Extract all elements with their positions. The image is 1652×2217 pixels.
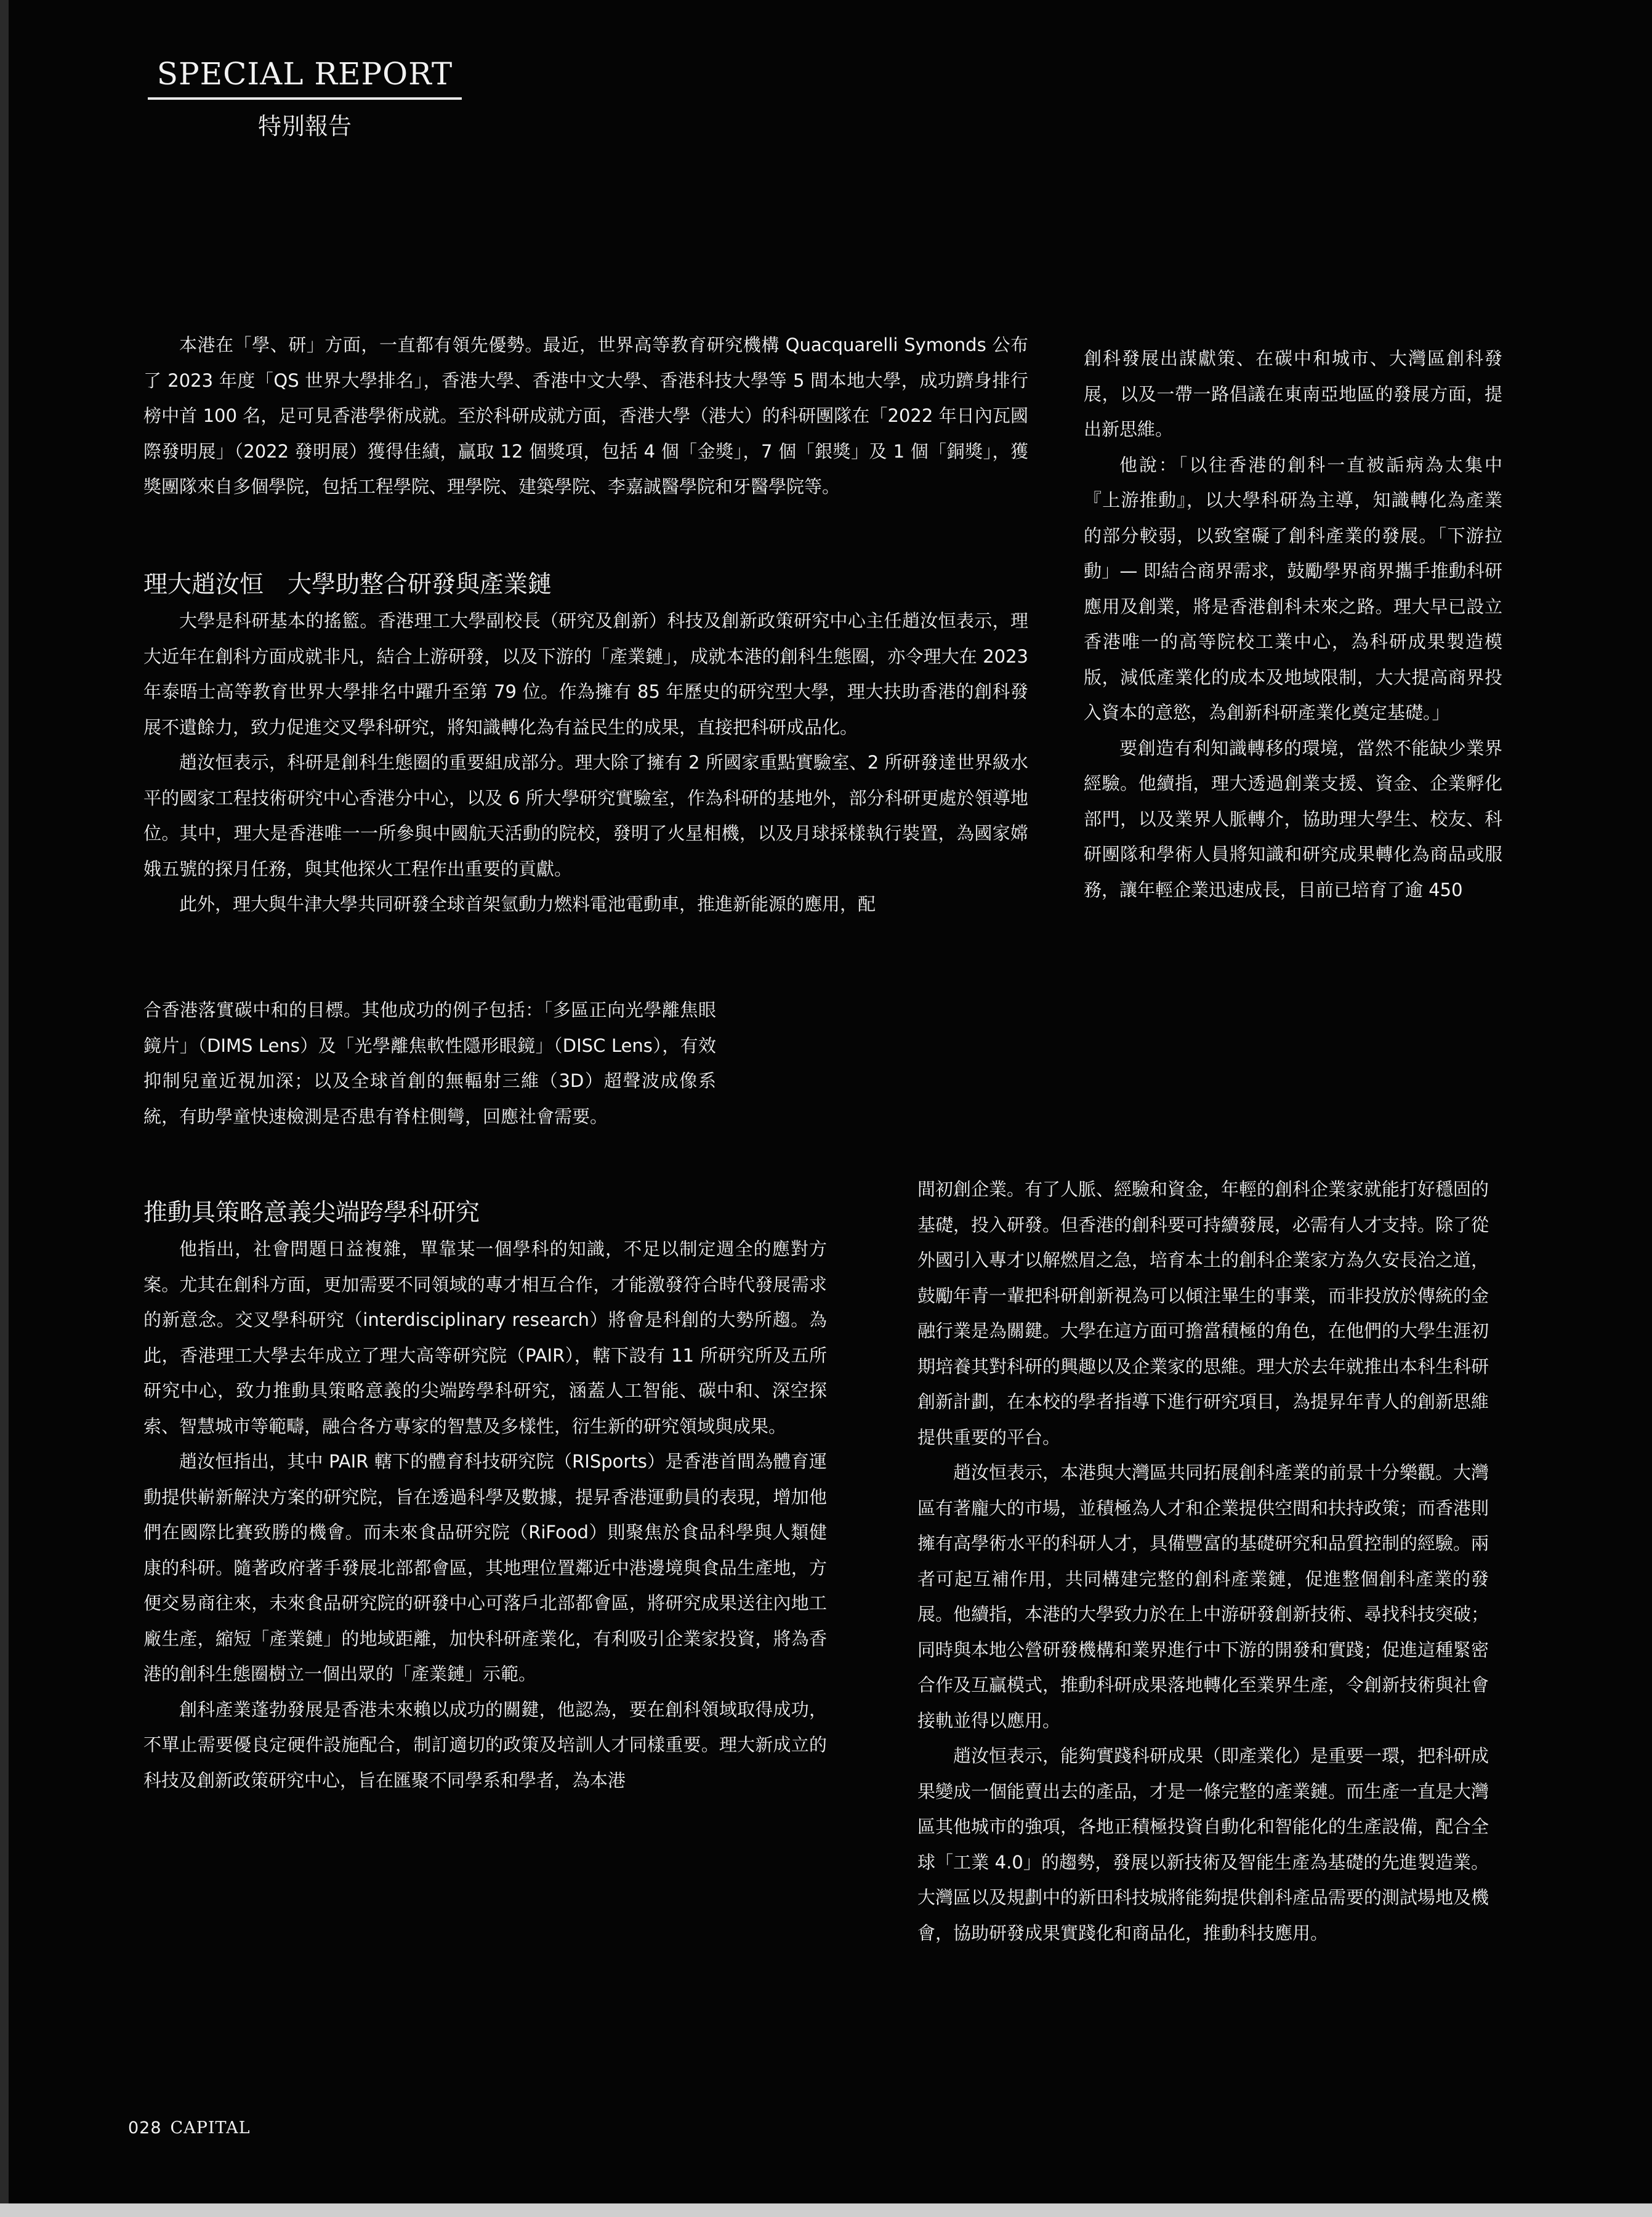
section-2-paragraph-2: 趙汝恒指出，其中 PAIR 轄下的體育科技研究院（RISports）是香港首間為體育運動提供嶄新解決方案的研究院，旨在透過科學及數據，提昇香港運動員的表現，增加他們在國際比賽致勝的機會。而未來食品研究院（RiFood）則聚焦於食品科學與人類健康的科研。隨著政府著手發展北部都會區，其地理位置鄰近中港邊境與食品生產地，方便交易商往來，未來食品研究院的研發中心可落戶北部都會區，將研究成果送往內地工廠生產，縮短「產業鏈」的地域距離，加快科研產業化，有利吸引企業家投資，將為香港的創科生態圈樹立一個出眾的「產業鏈」示範。 — [143, 1451, 827, 1684]
right-column-paragraph-1: 創科發展出謀獻策、在碳中和城市、大灣區創科發展，以及一帶一路倡議在東南亞地區的發展方面，提出新思維。 — [1084, 348, 1502, 440]
section-1-paragraph-1: 大學是科研基本的搖籃。香港理工大學副校長（研究及創新）科技及創新政策研究中心主任趙汝恒表示，理大近年在創科方面成就非凡，結合上游研發，以及下游的「產業鏈」，成就本港的創科生態圈，亦令理大在 2023 年泰晤士高等教育世界大學排名中躍升至第 79 位。作為擁有 85 年歷史的研究型大學，理大扶助香港的創科發展不遺餘力，致力促進交叉學科研究，將知識轉化為有益民生的成果，直接把科研成品化。 — [143, 610, 1028, 738]
section-1 — [143, 567, 1028, 923]
section-2-heading: 推動具策略意義尖端跨學科研究 — [143, 1199, 480, 1227]
section-header — [148, 57, 462, 141]
section-2-paragraph-1: 他指出，社會問題日益複雜，單靠某一個學科的知識，不足以制定週全的應對方案。尤其在創科方面，更加需要不同領域的專才相互合作，才能激發符合時代發展需求的新意念。交叉學科研究（interdisciplinary research）將會是科創的大勢所趨。為此，香港理工大學去年成立了理大高等研究院（PAIR），轄下設有 11 所研究所及五所研究中心，致力推動具策略意義的尖端跨學科研究，涵蓋人工智能、碳中和、深空探索、智慧城市等範疇，融合各方專家的智慧及多樣性，衍生新的研究領域與成果。 — [143, 1238, 827, 1437]
section-1-paragraph-3: 此外，理大與牛津大學共同研發全球首架氫動力燃料電池電動車，推進新能源的應用，配 — [179, 894, 876, 915]
section-title-zh: 特別報告 — [257, 112, 352, 140]
section-2 — [143, 1195, 827, 1798]
intro-block — [143, 328, 1028, 505]
right-column — [1084, 341, 1502, 908]
lower-right-paragraph-3: 趙汝恒表示，能夠實踐科研成果（即產業化）是重要一環，把科研成果變成一個能賣出去的產品，才是一條完整的產業鏈。而生產一直是大灣區其他城市的強項，各地正積極投資自動化和智能化的生產設備，配合全球「工業 4.0」的趨勢，發展以新技術及智能生產為基礎的先進製造業。大灣區以及規劃中的新田科技城將能夠提供創科產品需要的測試場地及機會，協助研發成果實踐化和商品化，推動科技應用。 — [917, 1745, 1489, 1944]
lower-right-column — [917, 1172, 1489, 1951]
lower-right-paragraph-1: 間初創企業。有了人脈、經驗和資金，年輕的創科企業家就能打好穩固的基礎，投入研發。但香港的創科要可持續發展，必需有人才支持。除了從外國引入專才以解燃眉之急，培育本土的創科企業家方為久安長治之道，鼓勵年青一輩把科研創新視為可以傾注畢生的事業，而非投放於傳統的金融行業是為關鍵。大學在這方面可擔當積極的角色，在他們的大學生涯初期培養其對科研的興趣以及企業家的思維。理大於去年就推出本科生科研創新計劃，在本校的學者指導下進行研究項目，為提昇年青人的創新思維提供重要的平台。 — [917, 1179, 1489, 1448]
magazine-name: CAPITAL — [170, 2118, 251, 2138]
section-title-en: SPECIAL REPORT — [148, 57, 462, 100]
scan-edge-left — [0, 0, 9, 2217]
lower-right-paragraph-2: 趙汝恒表示，本港與大灣區共同拓展創科產業的前景十分樂觀。大灣區有著龐大的市場，並積極為人才和企業提供空間和扶持政策；而香港則擁有高學術水平的科研人才，具備豐富的基礎研究和品質控制的經驗。兩者可起互補作用，共同構建完整的創科產業鏈，促進整個創科產業的發展。他續指，本港的大學致力於在上中游研發創新技術、尋找科技突破；同時與本地公營研發機構和業界進行中下游的開發和實踐；促進這種緊密合作及互贏模式，推動科研成果落地轉化至業界生產，令創新技術與社會接軌並得以應用。 — [917, 1462, 1489, 1731]
right-column-paragraph-2: 他說：「以往香港的創科一直被詬病為太集中『上游推動』，以大學科研為主導，知識轉化為產業的部分較弱，以致窒礙了創科產業的發展。「下游拉動」— 即結合商界需求，鼓勵學界商界攜手推動科研應用及創業，將是香港創科未來之路。理大早已設立香港唯一的高等院校工業中心，為科研成果製造模版，減低產業化的成本及地域限制，大大提高商界投入資本的意慾，為創新科研產業化奠定基礎。」 — [1084, 454, 1502, 723]
section-1-continued — [143, 993, 716, 1134]
intro-paragraph: 本港在「學、研」方面，一直都有領先優勢。最近，世界高等教育研究機構 Quacquarelli Symonds 公布了 2023 年度「QS 世界大學排名」，香港大學、香港中文大學、香港科技大學等 5 間本地大學，成功躋身排行榜中首 100 名，足可見香港學術成就。至於科研成就方面，香港大學（港大）的科研團隊在「2022 年日內瓦國際發明展」（2022 發明展）獲得佳績，贏取 12 個獎項，包括 4 個「金獎」，7 個「銀獎」及 1 個「銅獎」，獲獎團隊來自多個學院，包括工程學院、理學院、建築學院、李嘉誠醫學院和牙醫學院等。 — [143, 334, 1028, 497]
section-1-paragraph-2: 趙汝恒表示，科研是創科生態圈的重要組成部分。理大除了擁有 2 所國家重點實驗室、2 所研發達世界級水平的國家工程技術研究中心香港分中心，以及 6 所大學研究實驗室，作為科研的基地外，部分科研更處於領導地位。其中，理大是香港唯一一所參與中國航天活動的院校，發明了火星相機，以及月球採樣執行裝置，為國家嫦娥五號的探月任務，與其他探火工程作出重要的貢獻。 — [143, 752, 1028, 879]
section-1-heading: 理大趙汝恒 大學助整合研發與產業鏈 — [143, 571, 552, 599]
page-footer — [128, 2118, 251, 2138]
section-1-paragraph-3-continued: 合香港落實碳中和的目標。其他成功的例子包括：「多區正向光學離焦眼鏡片」（DIMS Lens）及「光學離焦軟性隱形眼鏡」（DISC Lens），有效抑制兒童近視加深；以及全球首創的無輻射三維（3D）超聲波成像系統，有助學童快速檢測是否患有脊柱側彎，回應社會需要。 — [143, 999, 716, 1127]
page-number: 028 — [128, 2118, 162, 2138]
section-2-paragraph-3: 創科產業蓬勃發展是香港未來賴以成功的關鍵，他認為，要在創科領域取得成功，不單止需要優良定硬件設施配合，制訂適切的政策及培訓人才同樣重要。理大新成立的科技及創新政策研究中心，旨在匯聚不同學系和學者，為本港 — [143, 1698, 827, 1791]
scan-edge-bottom — [0, 2203, 1652, 2217]
right-column-paragraph-3: 要創造有利知識轉移的環境，當然不能缺少業界經驗。他續指，理大透過創業支援、資金、企業孵化部門，以及業界人脈轉介，協助理大學生、校友、科研團隊和學術人員將知識和研究成果轉化為商品或服務，讓年輕企業迅速成長，目前已培育了逾 450 — [1084, 737, 1502, 900]
